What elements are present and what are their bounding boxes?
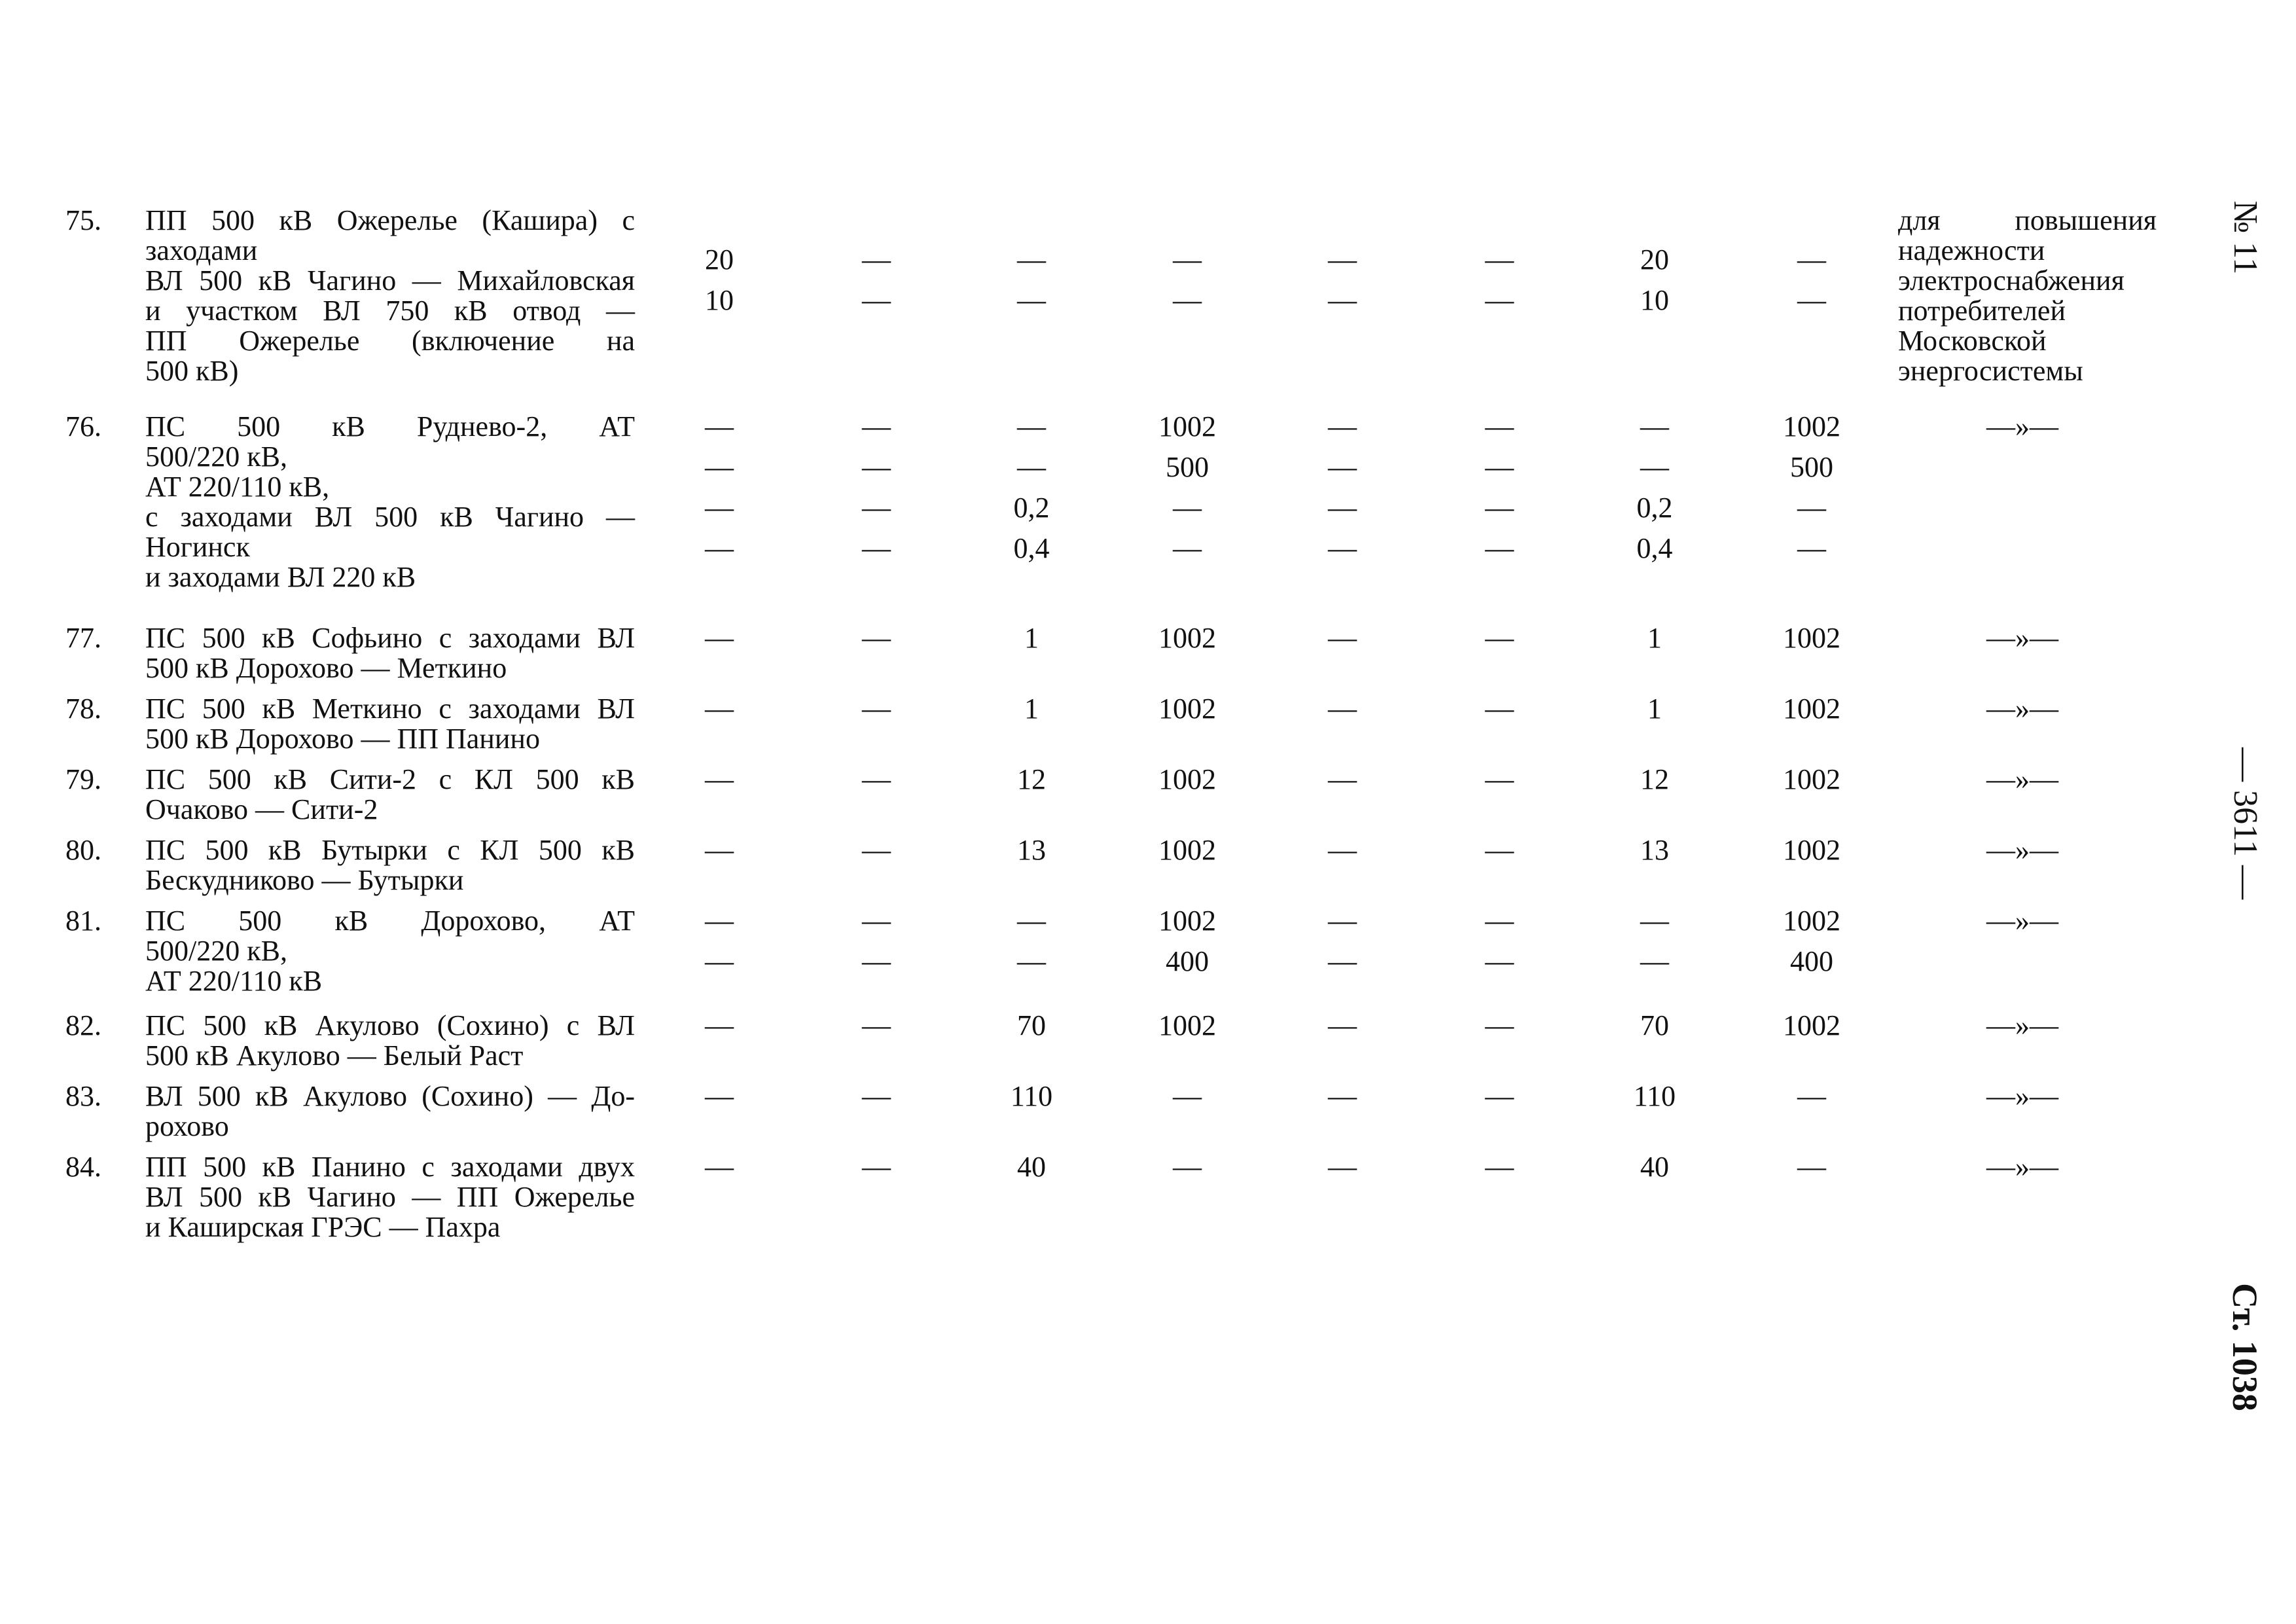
name-line: 500 кВ) [145, 355, 239, 387]
value-cell: — [1640, 905, 1669, 937]
value-cell: 13 [1640, 834, 1669, 866]
name-line: Бескудниково — Бутырки [145, 864, 464, 896]
value-cell: — [1173, 244, 1202, 276]
name-line: 500/220 кВ, [145, 441, 287, 473]
row-note: —»— [1986, 693, 2058, 725]
value-cell: — [705, 1080, 734, 1112]
value-cell: — [1797, 532, 1826, 564]
name-line: ПС 500 кВ Акулово (Сохино) с ВЛ [145, 1009, 635, 1041]
value-cell: — [1328, 244, 1357, 276]
name-line: рохово [145, 1110, 229, 1142]
value-cell: — [862, 622, 891, 654]
row-number: 76. [65, 410, 101, 442]
value-cell: — [1328, 834, 1357, 866]
value-cell: — [862, 492, 891, 524]
value-cell: 400 [1790, 945, 1833, 977]
value-cell: 1002 [1783, 693, 1840, 725]
value-cell: 500 [1166, 451, 1209, 483]
value-cell: — [1797, 1151, 1826, 1183]
value-cell: 1 [1024, 622, 1039, 654]
name-line: ПП 500 кВ Ожерелье (Кашира) с [145, 204, 635, 236]
row-note: —»— [1986, 1080, 2058, 1112]
value-cell: — [1017, 244, 1046, 276]
value-cell: — [1173, 284, 1202, 316]
note-line: потребителей [1898, 295, 2066, 327]
value-cell: — [705, 945, 734, 977]
value-cell: — [705, 622, 734, 654]
value-cell: — [705, 834, 734, 866]
name-line: АТ 220/110 кВ, [145, 471, 330, 503]
name-line: ПС 500 кВ Сити-2 с КЛ 500 кВ [145, 763, 635, 795]
value-cell: — [1640, 410, 1669, 442]
value-cell: — [1485, 1151, 1514, 1183]
name-line: и заходами ВЛ 220 кВ [145, 561, 416, 593]
row-note: —»— [1986, 622, 2058, 654]
value-cell: — [862, 905, 891, 937]
value-cell: — [1328, 1151, 1357, 1183]
value-cell: — [1485, 492, 1514, 524]
value-cell: — [862, 1080, 891, 1112]
value-cell: — [1017, 945, 1046, 977]
value-cell: — [1328, 763, 1357, 795]
name-line: ВЛ 500 кВ Акулово (Сохино) — До- [145, 1080, 635, 1112]
row-name [145, 835, 635, 895]
value-cell: — [1485, 1009, 1514, 1041]
row-number: 78. [65, 693, 101, 725]
value-cell: — [705, 1009, 734, 1041]
value-cell: 1002 [1158, 834, 1216, 866]
value-cell: — [862, 834, 891, 866]
value-cell: — [1017, 410, 1046, 442]
value-cell: 10 [1640, 284, 1669, 316]
row-number: 81. [65, 905, 101, 937]
row-number: 83. [65, 1080, 101, 1112]
row-name [145, 1081, 635, 1142]
row-name [145, 206, 635, 386]
value-cell: 1 [1647, 622, 1662, 654]
name-line: ПС 500 кВ Софьино с заходами ВЛ [145, 622, 635, 654]
row-note: —»— [1986, 905, 2058, 937]
value-cell: — [1485, 693, 1514, 725]
name-line: заходами [145, 234, 258, 266]
note-line: Московской [1898, 325, 2047, 357]
value-cell: — [1640, 945, 1669, 977]
value-cell: — [1173, 1151, 1202, 1183]
name-line: ПП 500 кВ Панино с заходами двух [145, 1151, 635, 1183]
value-cell: — [705, 532, 734, 564]
value-cell: 70 [1017, 1009, 1046, 1041]
name-line: АТ 220/110 кВ [145, 965, 323, 997]
name-line: ПС 500 кВ Дорохово, АТ [145, 905, 635, 937]
value-cell: — [1173, 1080, 1202, 1112]
value-cell: 10 [705, 284, 734, 316]
value-cell: 20 [705, 244, 734, 276]
value-cell: — [705, 905, 734, 937]
row-note: —»— [1986, 834, 2058, 866]
value-cell: 1002 [1783, 622, 1840, 654]
row-note [1898, 206, 2157, 386]
value-cell: 40 [1017, 1151, 1046, 1183]
value-cell: — [705, 410, 734, 442]
value-cell: — [705, 451, 734, 483]
value-cell: — [862, 451, 891, 483]
value-cell: — [1328, 1009, 1357, 1041]
value-cell: — [1485, 1080, 1514, 1112]
value-cell: — [1797, 244, 1826, 276]
note-line: энергосистемы [1898, 355, 2083, 387]
value-cell: — [862, 284, 891, 316]
value-cell: 1002 [1158, 693, 1216, 725]
row-note: —»— [1986, 1009, 2058, 1041]
value-cell: — [1485, 244, 1514, 276]
value-cell: 1002 [1158, 622, 1216, 654]
value-cell: 20 [1640, 244, 1669, 276]
issue-number: № 11 [2227, 200, 2264, 275]
value-cell: — [1017, 905, 1046, 937]
value-cell: — [1485, 945, 1514, 977]
value-cell: 13 [1017, 834, 1046, 866]
row-number: 79. [65, 763, 101, 795]
value-cell: — [1485, 532, 1514, 564]
name-line: 500 кВ Дорохово — ПП Панино [145, 723, 540, 755]
row-number: 80. [65, 834, 101, 866]
name-line: и участком ВЛ 750 кВ отвод — [145, 295, 635, 327]
value-cell: 12 [1017, 763, 1046, 795]
row-note: —»— [1986, 1151, 2058, 1183]
value-cell: 70 [1640, 1009, 1669, 1041]
value-cell: — [1485, 410, 1514, 442]
value-cell: 1002 [1783, 834, 1840, 866]
value-cell: — [1328, 905, 1357, 937]
value-cell: — [1328, 693, 1357, 725]
row-name [145, 1152, 635, 1242]
value-cell: — [862, 945, 891, 977]
value-cell: — [1328, 492, 1357, 524]
name-line: ВЛ 500 кВ Чагино — ПП Ожерелье [145, 1181, 635, 1213]
value-cell: — [1017, 284, 1046, 316]
row-name [145, 694, 635, 754]
row-number: 84. [65, 1151, 101, 1183]
value-cell: 500 [1790, 451, 1833, 483]
value-cell: — [1485, 834, 1514, 866]
value-cell: 400 [1166, 945, 1209, 977]
name-line: ПС 500 кВ Руднево-2, АТ [145, 410, 635, 442]
value-cell: — [862, 693, 891, 725]
value-cell: — [1328, 410, 1357, 442]
value-cell: — [1797, 1080, 1826, 1112]
value-cell: — [1485, 284, 1514, 316]
value-cell: — [1797, 492, 1826, 524]
value-cell: 1002 [1783, 905, 1840, 937]
value-cell: — [1485, 622, 1514, 654]
value-cell: 1002 [1158, 763, 1216, 795]
value-cell: — [1485, 763, 1514, 795]
name-line: ПС 500 кВ Бутырки с КЛ 500 кВ [145, 834, 635, 866]
value-cell: — [1328, 284, 1357, 316]
value-cell: 0,4 [1636, 532, 1673, 564]
value-cell: — [1328, 1080, 1357, 1112]
row-note: —»— [1986, 410, 2058, 442]
value-cell: — [705, 763, 734, 795]
value-cell: 1002 [1783, 1009, 1840, 1041]
value-cell: 0,4 [1013, 532, 1050, 564]
name-line: Очаково — Сити-2 [145, 793, 378, 825]
value-cell: 1 [1647, 693, 1662, 725]
row-number: 77. [65, 622, 101, 654]
name-line: 500/220 кВ, [145, 935, 287, 967]
row-note: —»— [1986, 763, 2058, 795]
value-cell: 1002 [1158, 1009, 1216, 1041]
value-cell: — [1017, 451, 1046, 483]
row-name [145, 765, 635, 825]
value-cell: — [1173, 532, 1202, 564]
name-line: ПС 500 кВ Меткино с заходами ВЛ [145, 693, 635, 725]
value-cell: 1002 [1158, 905, 1216, 937]
value-cell: — [1797, 284, 1826, 316]
note-line: для повышения [1898, 204, 2157, 236]
name-line: 500 кВ Дорохово — Меткино [145, 652, 507, 684]
name-line: 500 кВ Акулово — Белый Раст [145, 1039, 524, 1072]
name-line: ПП Ожерелье (включение на [145, 325, 635, 357]
value-cell: 1002 [1158, 410, 1216, 442]
value-cell: — [1328, 945, 1357, 977]
row-name [145, 1011, 635, 1071]
value-cell: — [705, 1151, 734, 1183]
value-cell: — [1328, 532, 1357, 564]
value-cell: — [1328, 622, 1357, 654]
article-number: Ст. 1038 [2225, 1283, 2265, 1411]
note-line: электроснабжения [1898, 264, 2125, 297]
value-cell: 1002 [1783, 410, 1840, 442]
value-cell: 12 [1640, 763, 1669, 795]
value-cell: 1002 [1783, 763, 1840, 795]
value-cell: — [1485, 905, 1514, 937]
row-number: 82. [65, 1009, 101, 1041]
value-cell: — [862, 763, 891, 795]
value-cell: — [862, 410, 891, 442]
value-cell: — [705, 693, 734, 725]
name-line: Ногинск [145, 531, 250, 563]
value-cell: — [862, 1151, 891, 1183]
row-name [145, 412, 635, 592]
name-line: ВЛ 500 кВ Чагино — Михайловская [145, 264, 635, 297]
value-cell: 0,2 [1013, 492, 1050, 524]
value-cell: 110 [1010, 1080, 1053, 1112]
value-cell: — [1328, 451, 1357, 483]
value-cell: — [862, 1009, 891, 1041]
row-name [145, 906, 635, 996]
value-cell: — [1485, 451, 1514, 483]
name-line: с заходами ВЛ 500 кВ Чагино — [145, 501, 635, 533]
value-cell: — [1640, 451, 1669, 483]
value-cell: — [862, 532, 891, 564]
page-number: — 3611 — [2227, 747, 2264, 900]
value-cell: 1 [1024, 693, 1039, 725]
row-number: 75. [65, 204, 101, 236]
value-cell: 110 [1633, 1080, 1676, 1112]
value-cell: 0,2 [1636, 492, 1673, 524]
value-cell: — [1173, 492, 1202, 524]
note-line: надежности [1898, 234, 2045, 266]
value-cell: — [862, 244, 891, 276]
name-line: и Каширская ГРЭС — Пахра [145, 1211, 501, 1243]
value-cell: — [705, 492, 734, 524]
value-cell: 40 [1640, 1151, 1669, 1183]
row-name [145, 623, 635, 683]
